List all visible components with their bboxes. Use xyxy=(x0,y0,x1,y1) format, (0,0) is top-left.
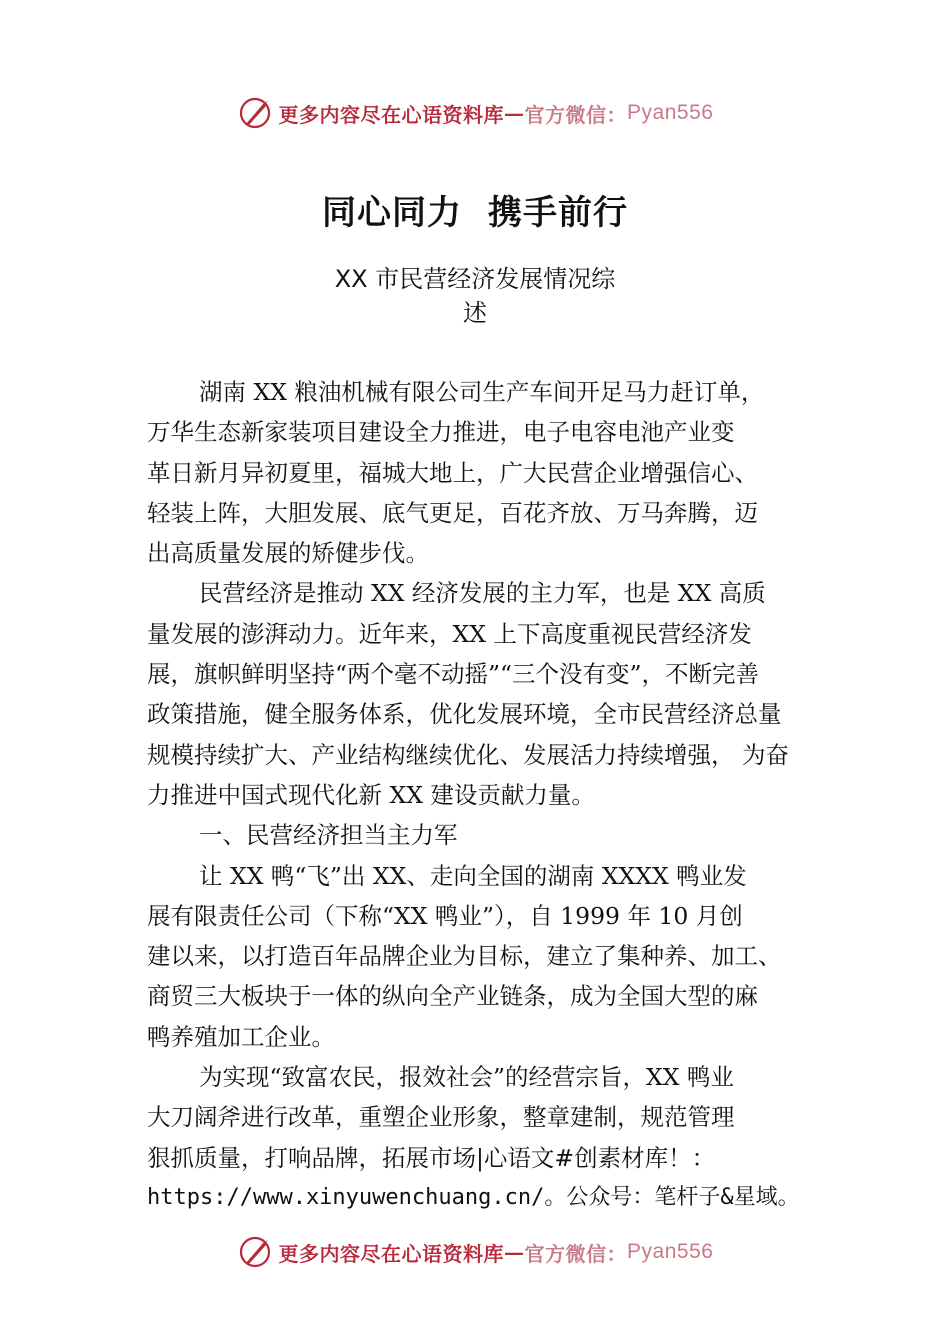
text-line: 出高质量发展的矫健步伐。 xyxy=(147,539,429,568)
text-line: 让 XX 鸭“飞”出 XX、走向全国的湖南 XXXX 鸭业发 xyxy=(199,861,747,890)
banner-text: 更多内容尽在心语资料库 xyxy=(278,102,505,127)
quill-logo-icon xyxy=(237,1234,273,1270)
banner-wechat-id: Pyan556 xyxy=(627,101,714,124)
text-line: 湖南 XX 粮油机械有限公司生产车间开足马力赶订单， xyxy=(199,378,765,406)
text-line: 规模持续扩大、产业结构继续优化、发展活力持续增强， 为奋 xyxy=(147,740,789,769)
document-body xyxy=(147,372,827,1218)
section-heading-text: 一、民营经济担当主力军 xyxy=(199,821,458,850)
document-title xyxy=(0,185,950,234)
document-subtitle xyxy=(0,262,950,330)
text-line: 商贸三大板块于一体的纵向全产业链条，成为全国大型的麻 xyxy=(147,982,758,1011)
banner-wechat-label: 官方微信： xyxy=(524,1241,628,1266)
section-heading xyxy=(147,815,827,855)
paragraph xyxy=(147,372,827,573)
text-line: 大刀阔斧进行改革，重塑企业形象，整章建制，规范管理 xyxy=(147,1103,735,1132)
text-line: 轻装上阵，大胆发展、底气更足，百花齐放、万马奔腾，迈 xyxy=(147,498,758,527)
paragraph xyxy=(147,573,827,815)
text-line: 万华生态新家装项目建设全力推进，电子电容电池产业变 xyxy=(147,418,735,447)
text-line: 革日新月异初夏里，福城大地上，广大民营企业增强信心、 xyxy=(147,458,758,487)
subtitle-line-2: 述 xyxy=(463,299,487,327)
text-line: 鸭养殖加工企业。 xyxy=(147,1022,335,1051)
footer-watermark-banner xyxy=(0,1232,950,1272)
text-line: 民营经济是推动 XX 经济发展的主力军，也是 XX 高质 xyxy=(199,579,766,608)
subtitle-line-1: XX 市民营经济发展情况综 xyxy=(334,265,616,293)
banner-dash: — xyxy=(504,1240,525,1264)
paragraph xyxy=(147,1057,827,1218)
banner-wechat-label: 官方微信： xyxy=(524,102,628,127)
banner-text: 更多内容尽在心语资料库 xyxy=(278,1241,505,1266)
text-line: 展有限责任公司（下称“XX 鸭业”），自 1999 年 10 月创 xyxy=(147,901,743,930)
text-line: 为实现“致富农民，报效社会”的经营宗旨，XX 鸭业 xyxy=(199,1063,734,1092)
text-line-url: https://www.xinyuwenchuang.cn/。公众号：笔杆子&星域。 xyxy=(147,1184,800,1210)
text-line: 建以来，以打造百年品牌企业为目标，建立了集种养、加工、 xyxy=(147,942,782,971)
header-watermark-banner xyxy=(0,93,950,133)
text-line: 展，旗帜鲜明坚持“两个毫不动摇”“三个没有变”，不断完善 xyxy=(147,660,760,689)
text-line: 狠抓质量，打响品牌，拓展市场|心语文#创素材库！： xyxy=(147,1143,716,1172)
title-part-1: 同心同力 xyxy=(322,193,462,233)
title-part-2: 携手前行 xyxy=(488,193,628,233)
text-line: 政策措施，健全服务体系，优化发展环境，全市民营经济总量 xyxy=(147,700,782,729)
banner-wechat-id: Pyan556 xyxy=(627,1240,714,1263)
text-line: 量发展的澎湃动力。近年来，XX 上下高度重视民营经济发 xyxy=(147,619,752,648)
paragraph xyxy=(147,856,827,1057)
text-line: 力推进中国式现代化新 XX 建设贡献力量。 xyxy=(147,780,595,809)
quill-logo-icon xyxy=(237,95,273,131)
banner-dash: — xyxy=(504,101,525,125)
